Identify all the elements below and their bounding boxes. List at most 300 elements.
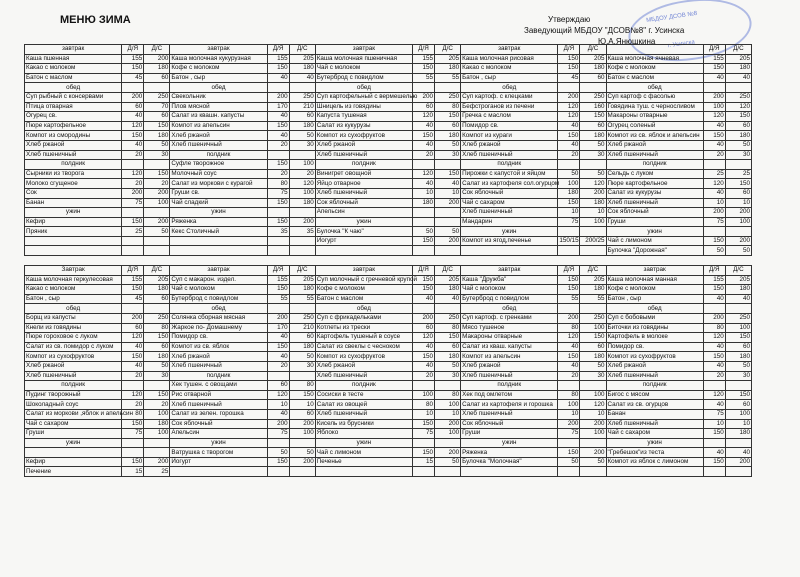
portion-kindergarten-cell: 100 [580, 217, 606, 227]
portion-kindergarten-cell: 180 [144, 352, 170, 362]
portion-nursery-cell: 200 [703, 92, 725, 102]
portion-kindergarten-cell: 70 [144, 102, 170, 112]
dish-cell [25, 246, 122, 256]
dish-cell: Хлеб пшеничный [606, 371, 703, 381]
portion-nursery-cell: 20 [122, 371, 144, 381]
dish-cell: Кисель из брусники [315, 419, 412, 429]
portion-kindergarten-cell: 100 [289, 188, 315, 198]
portion-kindergarten-cell: 180 [144, 419, 170, 429]
portion-kindergarten-cell: 25 [144, 467, 170, 477]
portion-kindergarten-cell: 35 [289, 227, 315, 237]
portion-kindergarten-cell: 30 [144, 150, 170, 160]
portion-kindergarten-cell: 180 [580, 352, 606, 362]
portion-nursery-cell: 20 [267, 169, 289, 179]
portion-kindergarten-cell: 100 [289, 429, 315, 439]
portion-kindergarten-cell: 60 [580, 342, 606, 352]
portion-nursery-cell: 200 [558, 313, 580, 323]
dish-cell: Суфле творожное [170, 160, 267, 170]
portion-kindergarten-cell: 250 [580, 92, 606, 102]
dish-cell [315, 246, 412, 256]
portion-kindergarten-cell: 60 [289, 112, 315, 122]
dish-cell: Хлеб ржаной [606, 361, 703, 371]
portion-nursery-cell: 10 [558, 208, 580, 218]
dish-cell: Хлеб пшеничный [315, 409, 412, 419]
portion-nursery-cell: 60 [413, 102, 435, 112]
table-row [25, 313, 752, 323]
portion-kindergarten-cell: 80 [289, 381, 315, 391]
dish-cell: Йогурт [170, 457, 267, 467]
dish-cell: Огурец св. [25, 112, 122, 122]
portion-kindergarten-cell: 150 [725, 179, 751, 189]
dish-cell: ужин [461, 227, 558, 237]
portion-kindergarten-cell: 10 [580, 208, 606, 218]
portion-kindergarten-cell: Д/С [725, 266, 751, 276]
portion-nursery-cell [122, 438, 144, 448]
dish-cell: Хлеб пшеничный [170, 361, 267, 371]
portion-kindergarten-cell: 180 [580, 285, 606, 295]
portion-kindergarten-cell: 50 [435, 227, 461, 237]
portion-nursery-cell: 60 [122, 323, 144, 333]
dish-cell: Салат из св. помидор с луком [25, 342, 122, 352]
portion-kindergarten-cell: Д/С [435, 45, 461, 55]
portion-nursery-cell [703, 438, 725, 448]
portion-nursery-cell: Д/Я [413, 45, 435, 55]
portion-nursery-cell: Д/Я [122, 45, 144, 55]
portion-kindergarten-cell: 150 [435, 112, 461, 122]
dish-cell: Капуста тушеная [315, 112, 412, 122]
portion-nursery-cell: 150 [413, 419, 435, 429]
dish-cell: Компот из сухофруктов [315, 131, 412, 141]
portion-kindergarten-cell: 200 [725, 457, 751, 467]
approval-line-3: Ю.А.Янюшкина [598, 37, 656, 46]
portion-nursery-cell: 200 [122, 188, 144, 198]
table-row [25, 304, 752, 314]
portion-nursery-cell [122, 208, 144, 218]
dish-cell: полдник [170, 150, 267, 160]
portion-nursery-cell: 40 [267, 409, 289, 419]
portion-nursery-cell: 200 [267, 419, 289, 429]
dish-cell: Кофе с молоком [606, 285, 703, 295]
portion-kindergarten-cell: 50 [144, 227, 170, 237]
portion-kindergarten-cell: 30 [144, 371, 170, 381]
dish-cell: Суп с фрикадельками [315, 313, 412, 323]
approval-line-2: Заведующий МБДОУ "ДСОВ№8" г. Усинска [524, 26, 685, 35]
portion-kindergarten-cell: 25 [725, 169, 751, 179]
portion-kindergarten-cell: 205 [725, 275, 751, 285]
portion-kindergarten-cell: 180 [725, 429, 751, 439]
portion-nursery-cell: 80 [558, 390, 580, 400]
portion-kindergarten-cell: 150 [144, 169, 170, 179]
portion-nursery-cell: 200 [558, 419, 580, 429]
portion-kindergarten-cell [289, 83, 315, 93]
portion-nursery-cell [122, 304, 144, 314]
dish-cell: полдник [25, 381, 122, 391]
portion-kindergarten-cell: Д/С [144, 45, 170, 55]
portion-kindergarten-cell: 250 [580, 313, 606, 323]
portion-kindergarten-cell: 80 [144, 323, 170, 333]
portion-kindergarten-cell: 200 [289, 457, 315, 467]
dish-cell: Каша молочная пшеничная [315, 54, 412, 64]
portion-nursery-cell: 50 [267, 448, 289, 458]
portion-kindergarten-cell [580, 83, 606, 93]
portion-nursery-cell: 40 [267, 333, 289, 343]
dish-cell: Булочка "Дорожная" [606, 246, 703, 256]
portion-kindergarten-cell [289, 467, 315, 477]
dish-cell: Котлеты из трески [315, 323, 412, 333]
dish-cell: Компот из яблок с лимоном [606, 457, 703, 467]
dish-cell: Кофе с молоком [170, 64, 267, 74]
portion-kindergarten-cell [435, 467, 461, 477]
portion-nursery-cell: 150 [413, 448, 435, 458]
dish-cell: Макароны отварные [606, 112, 703, 122]
portion-kindergarten-cell: 60 [580, 121, 606, 131]
portion-kindergarten-cell: 200 [725, 208, 751, 218]
dish-cell: Булочка "К чаю" [315, 227, 412, 237]
portion-kindergarten-cell: 60 [725, 121, 751, 131]
dish-cell: Суп картофельный с вермешелью [316, 93, 418, 101]
dish-cell: Батон с маслом [606, 73, 703, 83]
portion-nursery-cell: 120 [267, 390, 289, 400]
dish-cell: Компот из апельсин [461, 352, 558, 362]
table-row [25, 188, 752, 198]
portion-nursery-cell: 180 [413, 198, 435, 208]
portion-nursery-cell: 120 [558, 112, 580, 122]
portion-kindergarten-cell: Д/С [580, 45, 606, 55]
portion-nursery-cell: 150 [267, 342, 289, 352]
portion-kindergarten-cell [435, 304, 461, 314]
dish-cell: Салат из зелен. горошка [170, 409, 267, 419]
dish-cell: Суп картоф. с гренками [461, 313, 558, 323]
portion-kindergarten-cell: 60 [144, 112, 170, 122]
table-row [25, 169, 752, 179]
dish-cell: полдник [461, 381, 558, 391]
table-row [25, 150, 752, 160]
table-row [25, 400, 752, 410]
portion-nursery-cell [703, 304, 725, 314]
dish-cell: Пряник [25, 227, 122, 237]
portion-nursery-cell [122, 83, 144, 93]
portion-nursery-cell: 150 [267, 217, 289, 227]
portion-nursery-cell: 155 [122, 275, 144, 285]
portion-nursery-cell: 75 [267, 188, 289, 198]
table-row [25, 419, 752, 429]
portion-kindergarten-cell: 100 [289, 160, 315, 170]
portion-nursery-cell: 10 [703, 198, 725, 208]
dish-cell [170, 467, 267, 477]
dish-cell: Груши [606, 217, 703, 227]
portion-nursery-cell: 40 [703, 400, 725, 410]
portion-nursery-cell: 80 [703, 323, 725, 333]
portion-nursery-cell: 120 [413, 169, 435, 179]
portion-kindergarten-cell [144, 246, 170, 256]
dish-cell [170, 246, 267, 256]
portion-kindergarten-cell: 180 [289, 285, 315, 295]
portion-kindergarten-cell: 100 [435, 400, 461, 410]
dish-cell: Пудинг творожный [25, 390, 122, 400]
portion-nursery-cell: 200 [267, 92, 289, 102]
table-row [25, 208, 752, 218]
dish-cell: Хлеб ржаной [315, 140, 412, 150]
portion-nursery-cell: Д/Я [703, 266, 725, 276]
table-row [25, 83, 752, 93]
portion-kindergarten-cell: 60 [144, 294, 170, 304]
portion-nursery-cell [413, 467, 435, 477]
portion-nursery-cell: 35 [267, 227, 289, 237]
portion-nursery-cell: 45 [122, 73, 144, 83]
portion-nursery-cell [413, 246, 435, 256]
portion-nursery-cell: 150 [558, 448, 580, 458]
portion-kindergarten-cell: 250 [725, 313, 751, 323]
portion-nursery-cell: 40 [703, 361, 725, 371]
portion-nursery-cell: 40 [413, 140, 435, 150]
dish-cell: Салат из квашн. капусты [170, 112, 267, 122]
portion-kindergarten-cell: 205 [144, 275, 170, 285]
dish-cell: Хлеб пшеничный [461, 208, 558, 218]
dish-cell: Мясо тушеное [461, 323, 558, 333]
portion-kindergarten-cell [580, 160, 606, 170]
dish-cell: Кнели из говядины [25, 323, 122, 333]
table-row [25, 73, 752, 83]
portion-nursery-cell: 200 [122, 92, 144, 102]
portion-nursery-cell: 40 [703, 294, 725, 304]
dish-cell [461, 246, 558, 256]
portion-kindergarten-cell: Д/С [435, 266, 461, 276]
dish-cell: обед [461, 83, 558, 93]
portion-kindergarten-cell: 10 [580, 409, 606, 419]
portion-nursery-cell: 40 [122, 112, 144, 122]
table-row [25, 227, 752, 237]
portion-kindergarten-cell [435, 208, 461, 218]
portion-nursery-cell [558, 160, 580, 170]
portion-kindergarten-cell: 210 [289, 102, 315, 112]
table-row [25, 438, 752, 448]
portion-nursery-cell: 80 [267, 179, 289, 189]
portion-nursery-cell: 25 [703, 169, 725, 179]
dish-cell: ужин [25, 208, 122, 218]
portion-nursery-cell: 15 [122, 467, 144, 477]
portion-nursery-cell: 55 [558, 294, 580, 304]
portion-kindergarten-cell: 150 [725, 112, 751, 122]
portion-nursery-cell [413, 208, 435, 218]
portion-kindergarten-cell: 150 [144, 121, 170, 131]
portion-kindergarten-cell [580, 381, 606, 391]
dish-cell: Кофе с молоком [606, 64, 703, 74]
dish-cell: Хлеб пшеничный [606, 150, 703, 160]
portion-nursery-cell [558, 246, 580, 256]
dish-cell: Чай с молоком [461, 285, 558, 295]
portion-nursery-cell: 200 [703, 208, 725, 218]
portion-nursery-cell: 75 [122, 429, 144, 439]
dish-cell: Хлеб пшеничный [170, 400, 267, 410]
portion-nursery-cell: 80 [558, 323, 580, 333]
portion-kindergarten-cell: Д/С [580, 266, 606, 276]
portion-nursery-cell: 170 [267, 102, 289, 112]
portion-kindergarten-cell: 40 [725, 73, 751, 83]
portion-nursery-cell: 120 [703, 112, 725, 122]
dish-cell: Гречка с маслом [461, 112, 558, 122]
portion-nursery-cell: Д/Я [703, 45, 725, 55]
portion-nursery-cell: 150 [558, 275, 580, 285]
dish-cell: Сок яблочный [461, 188, 558, 198]
portion-nursery-cell [267, 438, 289, 448]
portion-kindergarten-cell [144, 448, 170, 458]
portion-kindergarten-cell: 10 [725, 419, 751, 429]
stamp-seal: МБДОУ ДСОВ №8 г. Усинска [624, 0, 755, 68]
dish-cell: ужин [170, 208, 267, 218]
portion-nursery-cell [413, 381, 435, 391]
portion-kindergarten-cell [580, 438, 606, 448]
portion-nursery-cell [122, 448, 144, 458]
portion-nursery-cell: 170 [267, 323, 289, 333]
dish-cell: Чай с сахаром [25, 419, 122, 429]
portion-kindergarten-cell [144, 160, 170, 170]
portion-kindergarten-cell [580, 467, 606, 477]
dish-cell: завтрак [461, 266, 558, 276]
table-row [25, 198, 752, 208]
portion-nursery-cell: 155 [703, 54, 725, 64]
dish-cell: Шоколадный соус [25, 400, 122, 410]
portion-kindergarten-cell [725, 467, 751, 477]
table-row [25, 246, 752, 256]
portion-nursery-cell [267, 236, 289, 246]
portion-nursery-cell [267, 246, 289, 256]
portion-kindergarten-cell: 205 [289, 275, 315, 285]
portion-kindergarten-cell: 180 [144, 131, 170, 141]
dish-cell: Йогурт [315, 236, 412, 246]
table-row [25, 179, 752, 189]
table-row [25, 457, 752, 467]
dish-cell: Бефстроганов из печени [461, 102, 558, 112]
table-row [25, 429, 752, 439]
dish-cell: Сырники из творога [25, 169, 122, 179]
portion-kindergarten-cell: 150 [580, 112, 606, 122]
portion-kindergarten-cell [580, 227, 606, 237]
dish-cell: Чай с лимоном [606, 236, 703, 246]
table-row [25, 285, 752, 295]
portion-kindergarten-cell: 180 [435, 352, 461, 362]
portion-kindergarten-cell: 120 [725, 102, 751, 112]
dish-cell: Говядина туш. с черносливом [606, 102, 703, 112]
portion-kindergarten-cell: 250 [289, 92, 315, 102]
portion-kindergarten-cell: 30 [725, 150, 751, 160]
portion-nursery-cell: 120 [703, 333, 725, 343]
dish-cell: Салат из картофеля и горошка [461, 400, 558, 410]
dish-cell: Кофе с молоком [315, 285, 412, 295]
portion-nursery-cell: 150 [413, 285, 435, 295]
dish-cell: Каша молочная геркулесовая [25, 275, 122, 285]
portion-kindergarten-cell: 55 [580, 294, 606, 304]
portion-nursery-cell: 40 [703, 448, 725, 458]
portion-kindergarten-cell: 100 [580, 429, 606, 439]
dish-cell: Апельсин [170, 429, 267, 439]
portion-nursery-cell [122, 246, 144, 256]
portion-kindergarten-cell [725, 83, 751, 93]
dish-cell: Борщ из капусты [25, 313, 122, 323]
dish-cell: Хек тушен. с овощами [170, 381, 267, 391]
dish-cell: Компот из сухофруктов [315, 352, 412, 362]
portion-nursery-cell [558, 467, 580, 477]
portion-nursery-cell: 150 [413, 352, 435, 362]
portion-kindergarten-cell: 50 [725, 246, 751, 256]
dish-cell: Бутерброд с повидлом [461, 294, 558, 304]
dish-cell: Банан [25, 198, 122, 208]
portion-nursery-cell: 150 [122, 131, 144, 141]
portion-kindergarten-cell: 180 [435, 131, 461, 141]
portion-nursery-cell: 20 [558, 150, 580, 160]
dish-cell: Каша молочная рисовая [461, 54, 558, 64]
portion-nursery-cell [267, 83, 289, 93]
dish-cell: Сок яблочный [461, 419, 558, 429]
dish-cell: Хек под омлетом [461, 390, 558, 400]
dish-cell: Суп с бобовыми [606, 313, 703, 323]
dish-cell: Каша молочная манная [606, 275, 703, 285]
portion-kindergarten-cell: Д/С [144, 266, 170, 276]
portion-nursery-cell: 55 [413, 73, 435, 83]
dish-cell: Кефир [25, 217, 122, 227]
dish-cell: Банан [606, 409, 703, 419]
portion-kindergarten-cell: 100 [144, 409, 170, 419]
portion-nursery-cell: 75 [703, 217, 725, 227]
portion-kindergarten-cell [144, 438, 170, 448]
portion-nursery-cell: 75 [558, 429, 580, 439]
portion-nursery-cell [558, 227, 580, 237]
portion-kindergarten-cell: 60 [580, 73, 606, 83]
dish-cell: Биточки из говядины [606, 323, 703, 333]
portion-kindergarten-cell: 180 [435, 64, 461, 74]
portion-kindergarten-cell [435, 83, 461, 93]
approval-block [524, 14, 704, 47]
portion-nursery-cell: 40 [122, 342, 144, 352]
portion-kindergarten-cell [580, 246, 606, 256]
dish-cell: Хлеб ржаной [461, 361, 558, 371]
dish-cell: Помидор св. [170, 333, 267, 343]
dish-cell: Хлеб пшеничный [25, 150, 122, 160]
portion-nursery-cell: 40 [413, 121, 435, 131]
dish-cell: Чай с молоком [315, 64, 412, 74]
dish-cell: полдник [170, 371, 267, 381]
dish-cell [315, 467, 412, 477]
dish-cell: Ряженка [461, 448, 558, 458]
portion-kindergarten-cell [144, 304, 170, 314]
portion-kindergarten-cell: 50 [144, 361, 170, 371]
portion-kindergarten-cell: 205 [725, 54, 751, 64]
portion-nursery-cell [267, 208, 289, 218]
approval-line-1: Утверждаю [548, 15, 591, 24]
portion-nursery-cell: 40 [267, 73, 289, 83]
dish-cell: Груши св. [170, 188, 267, 198]
portion-nursery-cell: 155 [122, 54, 144, 64]
portion-kindergarten-cell: 180 [289, 121, 315, 131]
table-row [25, 160, 752, 170]
portion-kindergarten-cell: 180 [289, 64, 315, 74]
table-row [25, 333, 752, 343]
portion-nursery-cell: 25 [122, 227, 144, 237]
portion-kindergarten-cell: 205 [580, 275, 606, 285]
portion-nursery-cell: 20 [703, 371, 725, 381]
dish-cell: Какао с молоком [25, 64, 122, 74]
dish-cell: Батон , сыр [25, 294, 122, 304]
dish-cell: завтрак [315, 45, 412, 55]
dish-cell: Пюре картофельное [606, 179, 703, 189]
portion-kindergarten-cell [289, 150, 315, 160]
dish-cell: полдник [25, 160, 122, 170]
portion-nursery-cell: 40 [558, 361, 580, 371]
portion-kindergarten-cell: 50 [289, 352, 315, 362]
dish-cell: Компот из св. яблок [170, 342, 267, 352]
portion-kindergarten-cell: 250 [435, 313, 461, 323]
portion-nursery-cell [413, 217, 435, 227]
dish-cell: ужин [315, 217, 412, 227]
